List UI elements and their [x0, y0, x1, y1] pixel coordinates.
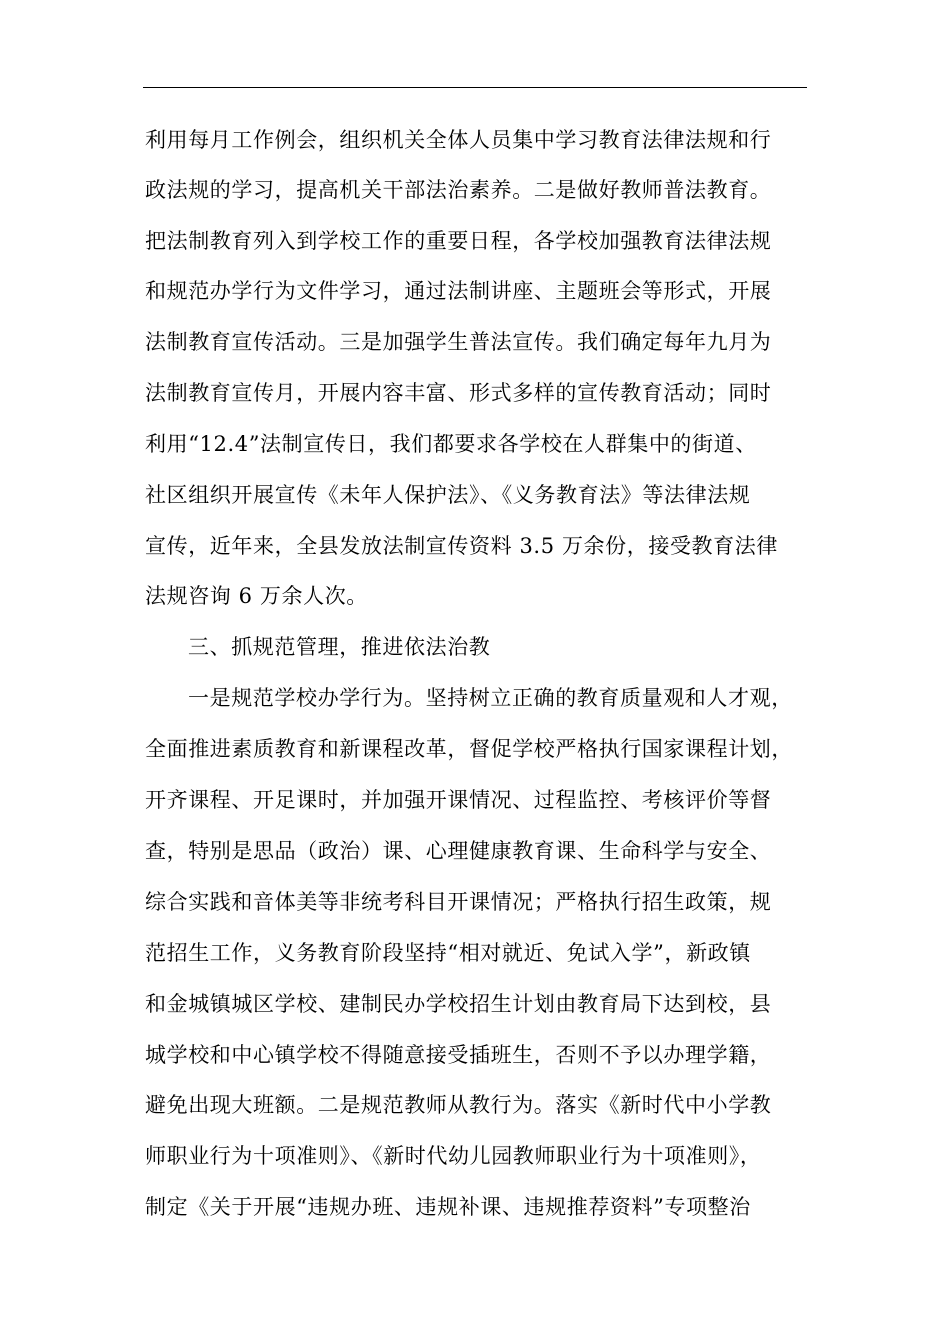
text-line: 和规范办学行为文件学习，通过法制讲座、主题班会等形式，开展	[145, 279, 772, 303]
text-line: 师职业行为十项准则》、《新时代幼儿园教师职业行为十项准则》，	[145, 1144, 762, 1168]
text-line: 法规咨询 6 万余人次。	[145, 584, 368, 608]
text-line: 全面推进素质教育和新课程改革，督促学校严格执行国家课程计划，	[145, 737, 793, 761]
section-heading: 三、抓规范管理，推进依法治教	[188, 635, 491, 659]
text-line: 把法制教育列入到学校工作的重要日程，各学校加强教育法律法规	[145, 229, 772, 253]
text-line: 一是规范学校办学行为。坚持树立正确的教育质量观和人才观，	[188, 686, 793, 710]
text-line: 开齐课程、开足课时，并加强开课情况、过程监控、考核评价等督	[145, 788, 772, 812]
text-line: 法制教育宣传月，开展内容丰富、形式多样的宣传教育活动；同时	[145, 381, 772, 405]
text-line: 政法规的学习，提高机关干部法治素养。二是做好教师普法教育。	[145, 178, 772, 202]
text-line: 查，特别是思品（政治）课、心理健康教育课、生命科学与安全、	[145, 839, 772, 863]
text-line: 综合实践和音体美等非统考科目开课情况；严格执行招生政策，规	[145, 890, 772, 914]
text-line: 制定《关于开展“违规办班、违规补课、违规推荐资料”专项整治	[145, 1195, 751, 1219]
text-line: 范招生工作，义务教育阶段坚持“相对就近、免试入学”，新政镇	[145, 941, 751, 965]
text-line: 法制教育宣传活动。三是加强学生普法宣传。我们确定每年九月为	[145, 330, 772, 354]
text-line: 利用每月工作例会，组织机关全体人员集中学习教育法律法规和行	[145, 128, 772, 152]
text-line: 宣传，近年来，全县发放法制宣传资料 3.5 万余份，接受教育法律	[145, 534, 778, 558]
text-line: 城学校和中心镇学校不得随意接受插班生，否则不予以办理学籍，	[145, 1043, 772, 1067]
text-line: 社区组织开展宣传《未年人保护法》、《义务教育法》等法律法规	[145, 483, 751, 507]
text-line: 避免出现大班额。二是规范教师从教行为。落实《新时代中小学教	[145, 1093, 772, 1117]
text-line: 和金城镇城区学校、建制民办学校招生计划由教育局下达到校，县	[145, 992, 772, 1016]
text-line: 利用“12.4”法制宣传日，我们都要求各学校在人群集中的街道、	[145, 432, 757, 456]
